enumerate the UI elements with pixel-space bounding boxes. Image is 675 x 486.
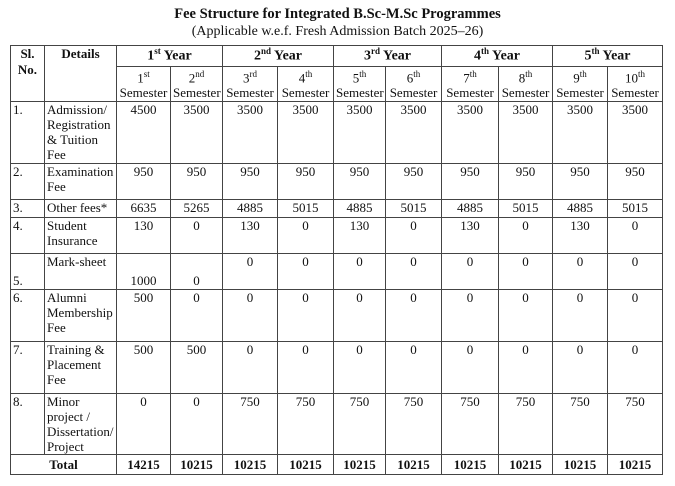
- fee-value: 0: [117, 394, 171, 455]
- fee-value: 3500: [223, 102, 278, 164]
- total-value: 10215: [278, 455, 334, 475]
- total-value: 10215: [171, 455, 223, 475]
- header-row-years: [11, 46, 663, 67]
- fee-value: 0: [499, 218, 553, 254]
- fee-value: 750: [608, 394, 663, 455]
- fee-value: 5015: [608, 200, 663, 218]
- table-row: [11, 342, 663, 394]
- fee-value: 750: [278, 394, 334, 455]
- detail-line: & Tuition: [47, 132, 98, 147]
- row-serial: 2.: [11, 164, 45, 200]
- fee-value: 1000: [117, 254, 171, 290]
- fee-value: 0: [608, 254, 663, 290]
- fee-value: 750: [442, 394, 499, 455]
- semester-header: 2nd Semester: [171, 67, 223, 102]
- fee-value: 0: [442, 342, 499, 394]
- year-header: 5th Year: [553, 46, 663, 67]
- fee-value: 0: [442, 254, 499, 290]
- detail-line: Dissertation/: [47, 424, 114, 439]
- table-row: [11, 102, 663, 164]
- semester-header: 7th Semester: [442, 67, 499, 102]
- semester-header: 10th Semester: [608, 67, 663, 102]
- detail-line: Placement: [47, 357, 102, 372]
- semester-header: 6th Semester: [386, 67, 442, 102]
- table-row: [11, 218, 663, 254]
- row-details: [45, 342, 117, 394]
- fee-value: 500: [117, 290, 171, 342]
- fee-value: 0: [223, 290, 278, 342]
- fee-value: 6635: [117, 200, 171, 218]
- detail-line: project /: [47, 409, 90, 424]
- detail-line: Alumni: [47, 290, 87, 305]
- detail-line: Other fees*: [47, 200, 108, 215]
- semester-header: 5th Semester: [334, 67, 386, 102]
- row-details: [45, 394, 117, 455]
- fee-value: 750: [386, 394, 442, 455]
- row-serial: 6.: [11, 290, 45, 342]
- detail-line: Insurance: [47, 233, 98, 248]
- fee-value: 130: [117, 218, 171, 254]
- total-value: 10215: [442, 455, 499, 475]
- fee-value: 0: [386, 290, 442, 342]
- detail-line: Training &: [47, 342, 105, 357]
- detail-line: Examination: [47, 164, 114, 179]
- fee-table: [10, 45, 663, 475]
- fee-value: 3500: [553, 102, 608, 164]
- fee-value: 950: [223, 164, 278, 200]
- fee-value: 0: [386, 218, 442, 254]
- row-details: [45, 254, 117, 290]
- fee-value: 950: [442, 164, 499, 200]
- fee-value: 5015: [278, 200, 334, 218]
- row-details: [45, 102, 117, 164]
- fee-value: 5015: [386, 200, 442, 218]
- fee-value: 4885: [334, 200, 386, 218]
- fee-value: 4885: [442, 200, 499, 218]
- row-serial: 1.: [11, 102, 45, 164]
- fee-value: 3500: [608, 102, 663, 164]
- fee-value: 130: [442, 218, 499, 254]
- fee-value: 3500: [442, 102, 499, 164]
- fee-value: 950: [553, 164, 608, 200]
- fee-value: 0: [553, 254, 608, 290]
- fee-value: 0: [334, 290, 386, 342]
- fee-value: 4885: [553, 200, 608, 218]
- total-value: 10215: [608, 455, 663, 475]
- page-title: Fee Structure for Integrated B.Sc-M.Sc Programmes: [174, 6, 501, 22]
- total-value: 14215: [117, 455, 171, 475]
- detail-line: Minor: [47, 394, 80, 409]
- fee-value: 0: [171, 394, 223, 455]
- fee-value: 750: [553, 394, 608, 455]
- fee-value: 500: [117, 342, 171, 394]
- fee-value: 0: [553, 290, 608, 342]
- page-subtitle: (Applicable w.e.f. Fresh Admission Batch 2025–26): [191, 24, 484, 39]
- fee-value: 0: [442, 290, 499, 342]
- fee-value: 950: [386, 164, 442, 200]
- detail-line: Fee: [47, 372, 66, 387]
- fee-value: 750: [499, 394, 553, 455]
- row-details: [45, 200, 117, 218]
- fee-value: 0: [608, 342, 663, 394]
- detail-line: Admission/: [47, 102, 107, 117]
- fee-value: 950: [278, 164, 334, 200]
- fee-value: 950: [117, 164, 171, 200]
- year-header: 4th Year: [442, 46, 553, 67]
- fee-value: 0: [608, 218, 663, 254]
- fee-value: 0: [278, 342, 334, 394]
- fee-value: 0: [278, 218, 334, 254]
- fee-value: 950: [499, 164, 553, 200]
- total-value: 10215: [553, 455, 608, 475]
- fee-value: 750: [334, 394, 386, 455]
- table-row: [11, 254, 663, 290]
- row-details: [45, 218, 117, 254]
- fee-value: 0: [278, 290, 334, 342]
- detail-line: Registration: [47, 117, 111, 132]
- fee-value: 0: [171, 254, 223, 290]
- row-serial: 8.: [11, 394, 45, 455]
- detail-line: Membership: [47, 305, 113, 320]
- semester-header: 8th Semester: [499, 67, 553, 102]
- fee-value: 3500: [386, 102, 442, 164]
- detail-line: Mark-sheet: [47, 254, 107, 269]
- total-value: 10215: [386, 455, 442, 475]
- table-row: [11, 200, 663, 218]
- year-header: 3rd Year: [334, 46, 442, 67]
- total-value: 10215: [334, 455, 386, 475]
- detail-line: Fee: [47, 147, 66, 162]
- fee-value: 0: [553, 342, 608, 394]
- row-serial: 7.: [11, 342, 45, 394]
- fee-value: 950: [171, 164, 223, 200]
- fee-value: 5265: [171, 200, 223, 218]
- fee-value: 3500: [334, 102, 386, 164]
- table-row: [11, 164, 663, 200]
- row-serial: 3.: [11, 200, 45, 218]
- semester-header: 3rd Semester: [223, 67, 278, 102]
- total-label: Total: [11, 455, 117, 475]
- year-header: 1st Year: [117, 46, 223, 67]
- semester-header: 4th Semester: [278, 67, 334, 102]
- semester-header: 1st Semester: [117, 67, 171, 102]
- table-row: [11, 394, 663, 455]
- fee-value: 5015: [499, 200, 553, 218]
- fee-value: 0: [171, 218, 223, 254]
- detail-line: Project: [47, 439, 84, 454]
- header-details: Details: [45, 46, 117, 102]
- fee-value: 0: [386, 342, 442, 394]
- detail-line: Fee: [47, 320, 66, 335]
- row-serial: 5.: [11, 254, 45, 290]
- fee-value: 0: [278, 254, 334, 290]
- semester-header: 9th Semester: [553, 67, 608, 102]
- fee-value: 4885: [223, 200, 278, 218]
- fee-value: 0: [334, 342, 386, 394]
- row-serial: 4.: [11, 218, 45, 254]
- fee-value: 0: [223, 254, 278, 290]
- year-header: 2nd Year: [223, 46, 334, 67]
- fee-value: 0: [608, 290, 663, 342]
- fee-value: 4500: [117, 102, 171, 164]
- fee-value: 0: [171, 290, 223, 342]
- total-row: [11, 455, 663, 475]
- table-row: [11, 290, 663, 342]
- fee-value: 0: [499, 290, 553, 342]
- fee-value: 130: [334, 218, 386, 254]
- total-value: 10215: [499, 455, 553, 475]
- fee-value: 130: [553, 218, 608, 254]
- fee-value: 950: [334, 164, 386, 200]
- detail-line: Fee: [47, 179, 66, 194]
- row-details: [45, 290, 117, 342]
- total-value: 10215: [223, 455, 278, 475]
- fee-value: 0: [223, 342, 278, 394]
- fee-value: 0: [386, 254, 442, 290]
- header-sl-no: Sl. No.: [11, 46, 45, 102]
- fee-value: 0: [334, 254, 386, 290]
- fee-value: 3500: [278, 102, 334, 164]
- fee-value: 130: [223, 218, 278, 254]
- fee-value: 950: [608, 164, 663, 200]
- fee-value: 500: [171, 342, 223, 394]
- detail-line: Student: [47, 218, 87, 233]
- fee-value: 3500: [171, 102, 223, 164]
- fee-value: 0: [499, 254, 553, 290]
- row-details: [45, 164, 117, 200]
- fee-value: 0: [499, 342, 553, 394]
- fee-value: 750: [223, 394, 278, 455]
- fee-value: 3500: [499, 102, 553, 164]
